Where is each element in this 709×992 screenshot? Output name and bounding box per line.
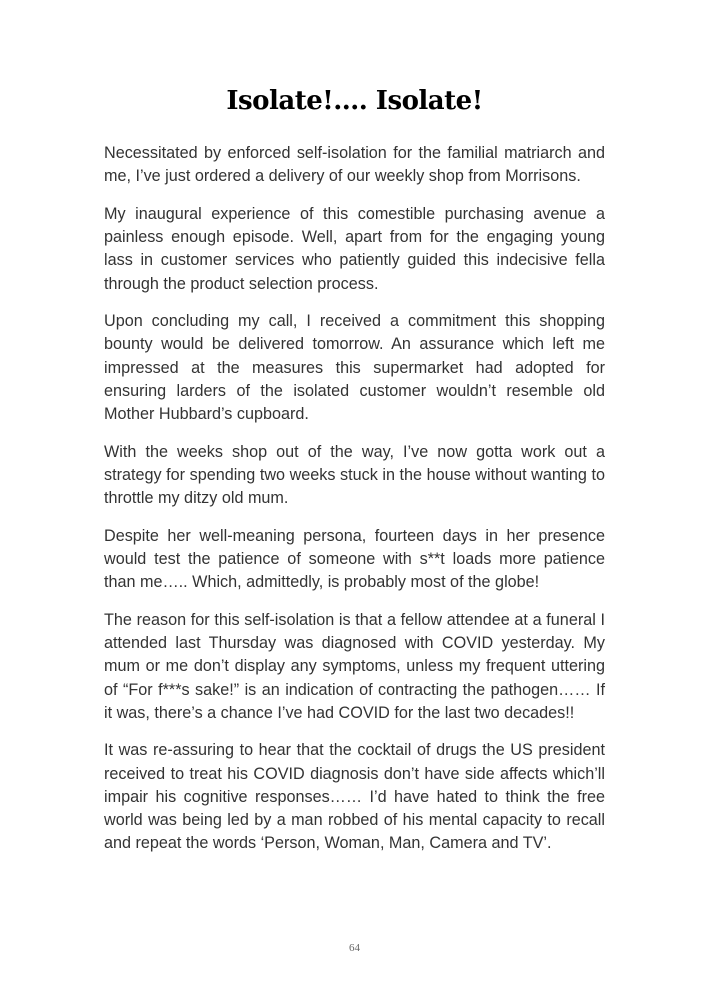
paragraph: The reason for this self-isolation is that a fellow attendee at a funeral I attended last Thursday was diagnosed with COVID yesterday. My mum or me don’t display any symptoms, unless my frequent uttering of “For f***s sake!” is an indication of contracting the pathogen…… If it was, there’s a chance I’ve had COVID for the last two decades!!	[104, 610, 605, 722]
paragraph: My inaugural experience of this comestible purchasing avenue a painless enough episode. Well, apart from for the engaging young lass in customer services who patiently guided this indecisive fella through the product selection process.	[104, 204, 605, 293]
paragraph: It was re-assuring to hear that the cocktail of drugs the US president received to treat his COVID diagnosis don’t have side affects which’ll impair his cognitive responses…… I’d have hated to think the free world was being led by a man robbed of his mental capacity to recall and repeat the words ‘Person, Woman, Man, Camera and TV’.	[104, 741, 605, 853]
page-title: Isolate!…. Isolate!	[226, 86, 483, 116]
paragraph: Despite her well-meaning persona, fourteen days in her presence would test the patience of someone with s**t loads more patience than me….. Which, admittedly, is probably most of the globe!	[104, 526, 605, 592]
page-number: 64	[349, 942, 360, 954]
paragraph: Necessitated by enforced self-isolation for the familial matriarch and me, I’ve just ordered a delivery of our weekly shop from Morrisons.	[104, 144, 605, 186]
body-text	[104, 142, 605, 870]
paragraph: With the weeks shop out of the way, I’ve now gotta work out a strategy for spending two weeks stuck in the house without wanting to throttle my ditzy old mum.	[104, 442, 605, 508]
paragraph: Upon concluding my call, I received a commitment this shopping bounty would be delivered tomorrow. An assurance which left me impressed at the measures this supermarket had adopted for ensuring larders of the isolated customer wouldn’t resemble old Mother Hubbard’s cupboard.	[104, 312, 605, 424]
